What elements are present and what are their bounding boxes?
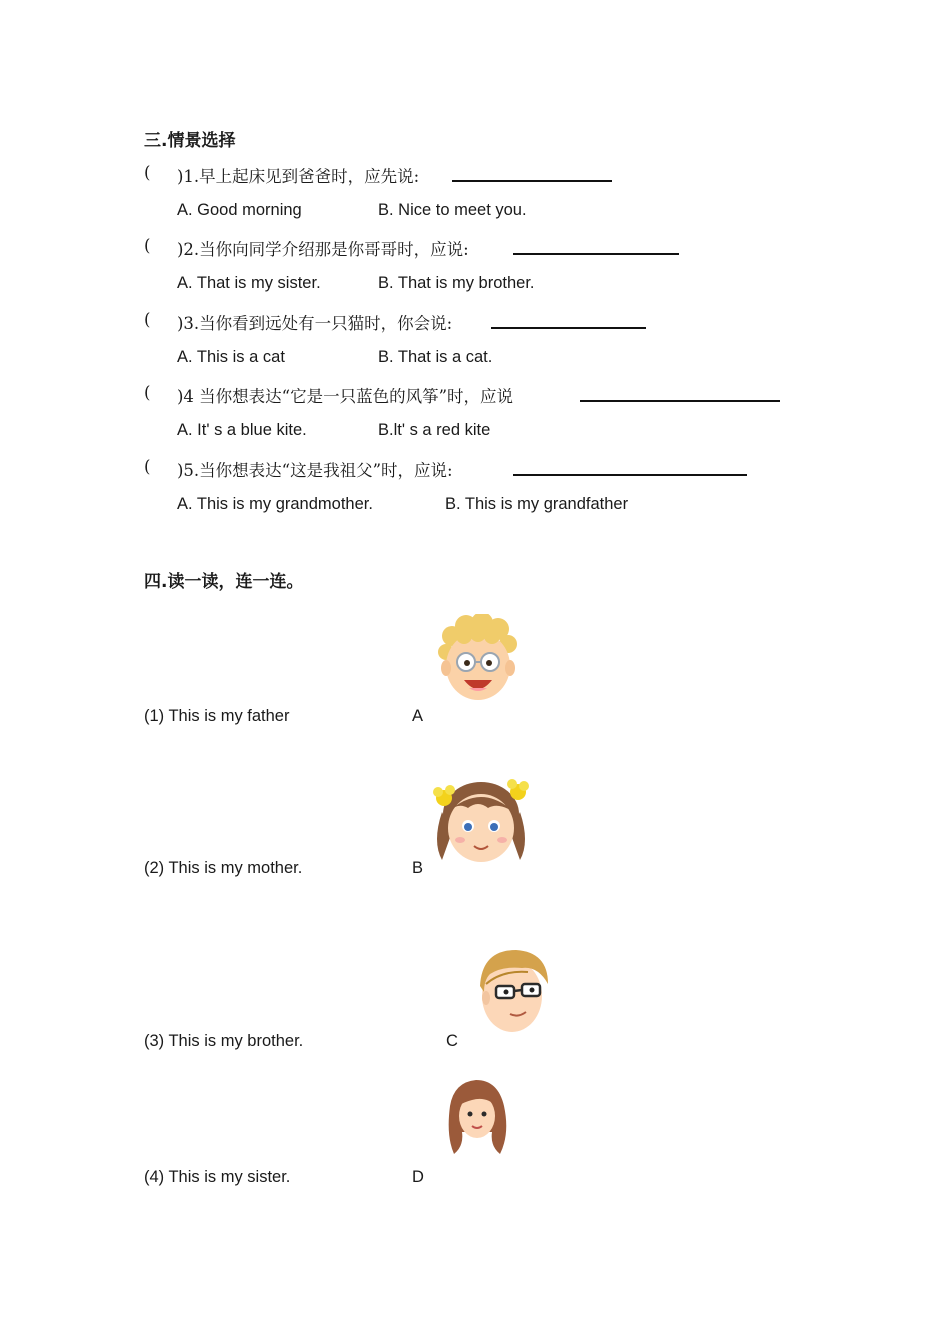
q5-option-a[interactable]: A. This is my grandmother. (177, 495, 373, 513)
q1-option-a[interactable]: A. Good morning (177, 201, 302, 219)
q3-option-a[interactable]: A. This is a cat (177, 348, 285, 366)
q4-option-a[interactable]: A. It' s a blue kite. (177, 421, 307, 439)
q3-answer-blank[interactable] (491, 327, 646, 329)
q5-stem: )5.当你想表达“这是我祖父”时，应说: (177, 461, 453, 480)
girl-pigtails-face (428, 772, 534, 868)
match-letter-a[interactable]: A (412, 707, 424, 725)
q5-paren: ( (144, 457, 151, 476)
woman-wavy-hair-face (442, 1076, 512, 1158)
q1-stem: )1.早上起床见到爸爸时，应先说: (177, 167, 420, 186)
q1-paren: ( (144, 163, 151, 182)
q2-paren: ( (144, 236, 151, 255)
q1-option-b[interactable]: B. Nice to meet you. (378, 201, 527, 219)
section3-heading: 三.情景选择 (144, 131, 236, 151)
blond-boy-glasses-face (436, 614, 520, 706)
section4-heading: 四.读一读，连一连。 (144, 572, 304, 592)
q4-answer-blank[interactable] (580, 400, 780, 402)
match-letter-d[interactable]: D (412, 1168, 424, 1186)
q2-option-a[interactable]: A. That is my sister. (177, 274, 321, 292)
man-glasses-face (472, 944, 554, 1036)
q4-stem: )4 当你想表达“它是一只蓝色的风筝”时，应说 (177, 387, 514, 406)
q5-option-b[interactable]: B. This is my grandfather (445, 495, 629, 513)
q3-option-b[interactable]: B. That is a cat. (378, 348, 493, 366)
q1-answer-blank[interactable] (452, 180, 612, 182)
match-sentence-2: (2) This is my mother. (144, 859, 303, 877)
q2-option-b[interactable]: B. That is my brother. (378, 274, 535, 292)
match-sentence-4: (4) This is my sister. (144, 1168, 291, 1186)
q4-paren: ( (144, 383, 151, 402)
q2-stem: )2.当你向同学介绍那是你哥哥时，应说: (177, 240, 469, 259)
q4-option-b[interactable]: B.lt' s a red kite (378, 421, 491, 439)
match-sentence-3: (3) This is my brother. (144, 1032, 304, 1050)
q2-answer-blank[interactable] (513, 253, 679, 255)
match-sentence-1: (1) This is my father (144, 707, 290, 725)
match-letter-c[interactable]: C (446, 1032, 458, 1050)
match-letter-b[interactable]: B (412, 859, 424, 877)
q3-paren: ( (144, 310, 151, 329)
q3-stem: )3.当你看到远处有一只猫时，你会说: (177, 314, 453, 333)
q5-answer-blank[interactable] (513, 474, 747, 476)
